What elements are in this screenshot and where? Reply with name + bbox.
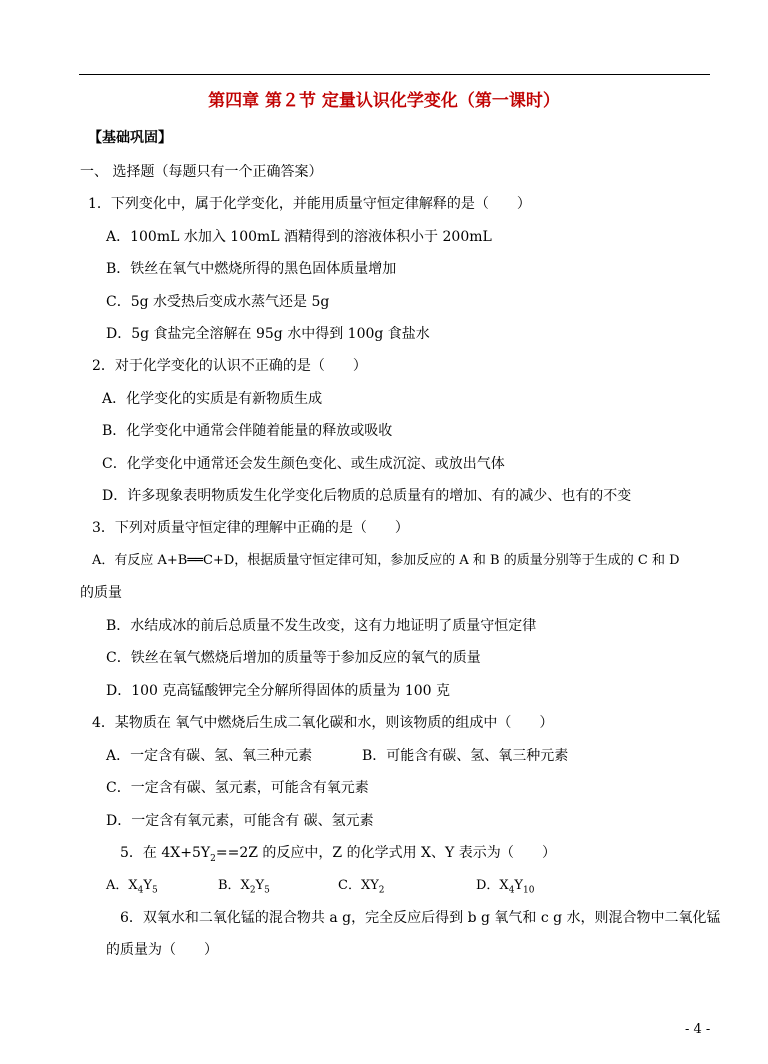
page-number: - 4 -: [685, 1022, 711, 1037]
question-5-stem: 5．在 $4X+5Y_2==2Z$ 的反应中，Z 的化学式用 X、Y 表示为: [120, 845, 501, 864]
question-5-answer-blank: （ ）: [500, 845, 556, 861]
part-heading: 一、 选择题（每题只有一个正确答案）: [80, 164, 323, 180]
question-1-stem: 1．下列变化中，属于化学变化，并能用质量守恒定律解释的是（ ）: [88, 196, 531, 212]
question-2-option-a: A．化学变化的实质是有新物质生成: [102, 391, 323, 407]
question-1-option-c: C．5g 水受热后变成水蒸气还是 5g: [106, 294, 330, 310]
question-4-stem: 4．某物质在 氧气中燃烧后生成二氧化碳和水，则该物质的组成中（ ）: [92, 715, 554, 731]
question-3-option-a-continued: 的质量: [80, 585, 122, 601]
question-3-option-d: D．100 克高锰酸钾完全分解所得固体的质量为 100 克: [106, 683, 451, 699]
question-2-option-c: C．化学变化中通常还会发生颜色变化、或生成沉淀、或放出气体: [102, 456, 505, 472]
question-2-option-b: B．化学变化中通常会伴随着能量的释放或吸收: [102, 423, 393, 439]
question-1-option-d: D．5g 食盐完全溶解在 95g 水中得到 100g 食盐水: [106, 326, 430, 342]
question-3-option-a: A．有反应 A+B══C+D，根据质量守恒定律可知，参加反应的 A 和 B 的质量分别等于生成的 C 和 D: [92, 553, 680, 568]
question-5-option-d: D．$X_4Y_{10}$: [476, 878, 535, 896]
question-4-option-b: B．可能含有碳、氢、氧三种元素: [362, 748, 569, 764]
question-5-option-c: C．$XY_2$: [338, 878, 385, 896]
header-rule: [79, 74, 710, 75]
page-title: 第四章 第２节 定量认识化学变化（第一课时）: [208, 91, 560, 111]
question-1-option-a: A．100mL 水加入 100mL 酒精得到的溶液体积小于 200mL: [106, 229, 492, 245]
question-4-option-d: D．一定含有氧元素，可能含有 碳、氢元素: [106, 813, 374, 829]
question-5-option-a: A．$X_4Y_5$: [106, 878, 158, 896]
question-2-stem: 2．对于化学变化的认识不正确的是（ ）: [92, 358, 367, 374]
question-1-option-b: B．铁丝在氧气中燃烧所得的黑色固体质量增加: [106, 261, 397, 277]
section-heading: 【基础巩固】: [88, 130, 172, 146]
question-3-option-c: C．铁丝在氧气燃烧后增加的质量等于参加反应的氧气的质量: [106, 650, 481, 666]
question-6-stem-continued: 的质量为（ ）: [106, 942, 218, 958]
question-4-option-a: A．一定含有碳、氢、氧三种元素: [106, 748, 313, 764]
question-6-stem: 6．双氧水和二氧化锰的混合物共 a g，完全反应后得到 b g 氧气和 c g 水，则混合物中二氧化锰: [120, 910, 721, 926]
question-3-stem: 3．下列对质量守恒定律的理解中正确的是（ ）: [92, 520, 409, 536]
question-5-option-b: B．$X_2Y_5$: [218, 878, 270, 896]
question-3-option-b: B．水结成冰的前后总质量不发生改变，这有力地证明了质量守恒定律: [106, 618, 537, 634]
question-4-option-c: C．一定含有碳、氢元素，可能含有氧元素: [106, 780, 369, 796]
question-2-option-d: D．许多现象表明物质发生化学变化后物质的总质量有的增加、有的减少、也有的不变: [102, 488, 632, 504]
